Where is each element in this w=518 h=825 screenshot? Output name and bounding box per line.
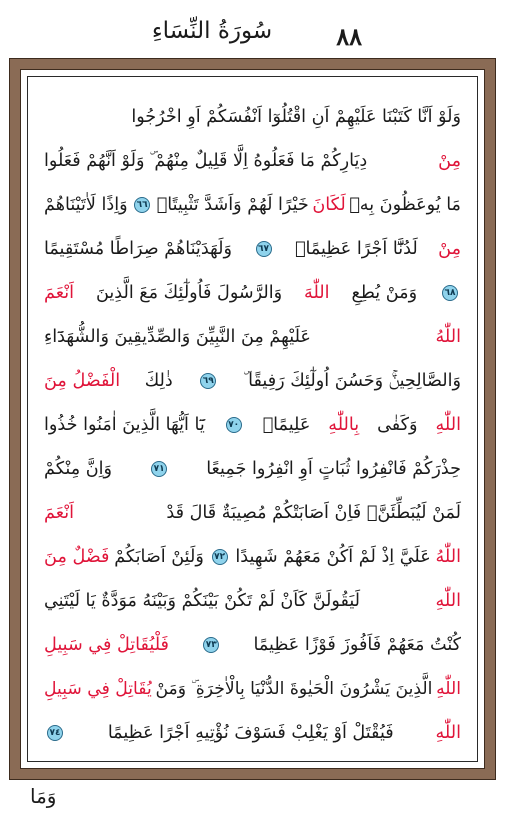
text-line — [44, 667, 461, 711]
text-segment: وَلَئِنْ اَصَابَكُمْ — [114, 547, 204, 567]
highlighted-word: فَلْيُقَاتِلْ فِي سَبِيلِ — [44, 635, 169, 655]
text-line — [44, 359, 461, 403]
ayah-end-marker: ٧٢ — [212, 549, 228, 565]
text-line — [44, 711, 461, 755]
highlighted-word: لَكَانَ — [312, 195, 346, 215]
text-segment: دِيَارِكُمْ مَا فَعَلُوهُ اِلَّا قَلِيلٌ مِنْهُمْ ۜ وَلَوْ اَنَّهُمْ فَعَلُوا — [44, 151, 368, 171]
text-line — [44, 535, 461, 579]
text-line — [44, 227, 461, 271]
text-line — [44, 491, 461, 535]
text-line — [44, 447, 461, 491]
highlighted-word: مِنْ — [438, 151, 461, 171]
surah-title: سُورَةُ النِّسَاءِ — [151, 18, 273, 44]
text-block — [44, 95, 461, 743]
text-line — [44, 623, 461, 667]
text-line — [44, 403, 461, 447]
text-segment: لَيَقُولَنَّ كَاَنْ لَمْ تَكُنْ بَيْنَكُمْ وَبَيْنَهُ مَوَدَّةٌ يَا لَيْتَنِي — [44, 591, 361, 611]
text-line — [44, 271, 461, 315]
text-segment: الَّذِينَ يَشْرُونَ الْحَيٰوةَ الدُّنْيَا بِالْاٰخِرَةِ ۜ وَمَنْ — [155, 679, 433, 699]
highlighted-word: فَضْلٌ مِنَ — [44, 547, 110, 567]
text-segment: مَا يُوعَظُونَ بِهٖ — [349, 195, 461, 215]
text-segment: عَلَيْهِمْ مِنَ النَّبِيِّنَ وَالصِّدِّيقِينَ وَالشُّهَدَٓاءِ — [44, 327, 311, 347]
highlighted-word: اللّٰهُ — [435, 327, 461, 347]
text-line — [44, 315, 461, 359]
ayah-end-marker: ٧٠ — [226, 417, 242, 433]
text-line — [44, 183, 461, 227]
ayah-end-marker: ٦٩ — [200, 373, 216, 389]
ayah-end-marker: ٦٨ — [442, 285, 458, 301]
highlighted-word: يُقَاتِلْ فِي سَبِيلِ — [44, 679, 152, 699]
text-segment: عَلِيمًاۚ — [262, 415, 311, 435]
text-segment: خَيْرًا لَهُمْ وَاَشَدَّ تَثْبِيتًاۙ — [156, 195, 309, 215]
text-segment: وَلَوْ اَنَّا كَتَبْنَا عَلَيْهِمْ اَنِ اقْتُلُوٓا اَنْفُسَكُمْ اَوِ اخْرُجُوا — [131, 107, 461, 127]
highlighted-word: اللّٰهِ — [435, 723, 461, 743]
text-segment: وَالرَّسُولَ فَاُولٰٓئِكَ مَعَ الَّذِينَ — [95, 283, 283, 303]
text-segment: وَاِنَّ مِنْكُمْ — [44, 459, 113, 479]
text-segment: وَكَفٰى — [377, 415, 418, 435]
ayah-end-marker: ٦٧ — [256, 241, 272, 257]
text-segment: كُنْتُ مَعَهُمْ فَاَفُوزَ فَوْزًا عَظِيمًا — [253, 635, 461, 655]
text-segment: وَالصَّالِحِينَۚ وَحَسُنَ اُولٰٓئِكَ رَفِيقًا ۜ — [243, 371, 461, 391]
highlighted-word: اَنْعَمَ — [44, 503, 74, 523]
text-segment: لَمَنْ لَيُبَطِّئَنَّۚ فَاِنْ اَصَابَتْكُمْ مُصِيبَةٌ قَالَ قَدْ — [166, 503, 461, 523]
highlighted-word: اللّٰهِ — [435, 415, 461, 435]
text-segment: وَمَنْ يُطِعِ — [351, 283, 418, 303]
page-header — [0, 18, 518, 54]
text-line — [44, 139, 461, 183]
catchword: وَمَا — [30, 784, 57, 808]
ayah-end-marker: ٦٦ — [134, 197, 150, 213]
ayah-end-marker: ٧٤ — [47, 725, 63, 741]
text-segment: يَٓا اَيُّهَا الَّذِينَ اٰمَنُوا خُذُوا — [44, 415, 205, 435]
highlighted-word: اللّٰهُ — [435, 547, 461, 567]
text-segment: حِذْرَكُمْ فَانْفِرُوا ثُبَاتٍ اَوِ انْفِرُوا جَمِيعًا — [206, 459, 461, 479]
text-line — [44, 95, 461, 139]
page-number: ٨٨ — [336, 22, 362, 51]
highlighted-word: مِنْ — [438, 239, 461, 259]
text-segment: وَلَهَدَيْنَاهُمْ صِرَاطًا مُسْتَقِيمًا — [44, 239, 233, 259]
highlighted-word: اللّٰهِ — [436, 679, 461, 699]
text-segment: لَدُنَّٓا اَجْرًا عَظِيمًاۙ — [294, 239, 418, 259]
highlighted-word: اَنْعَمَ — [44, 283, 75, 303]
highlighted-word: اللّٰهِ — [435, 591, 461, 611]
page-frame-middle — [20, 69, 485, 769]
text-line — [44, 579, 461, 623]
ayah-end-marker: ٧١ — [151, 461, 167, 477]
text-segment: فَيُقْتَلْ اَوْ يَغْلِبْ فَسَوْفَ نُؤْتِيهِ اَجْرًا عَظِيمًا — [107, 723, 394, 743]
text-segment: وَاِذًا لَاٰتَيْنَاهُمْ — [44, 195, 128, 215]
text-segment: عَلَيَّ اِذْ لَمْ اَكُنْ مَعَهُمْ شَهِيدًا — [235, 547, 431, 567]
highlighted-word: بِاللّٰهِ — [328, 415, 360, 435]
highlighted-word: اللّٰهَ — [304, 283, 330, 303]
page-frame-outer — [9, 58, 496, 780]
page-frame-inner — [27, 76, 478, 762]
highlighted-word: الْفَضْلُ مِنَ — [44, 371, 121, 391]
ayah-end-marker: ٧٣ — [203, 637, 219, 653]
text-segment: ذٰلِكَ — [144, 371, 173, 391]
